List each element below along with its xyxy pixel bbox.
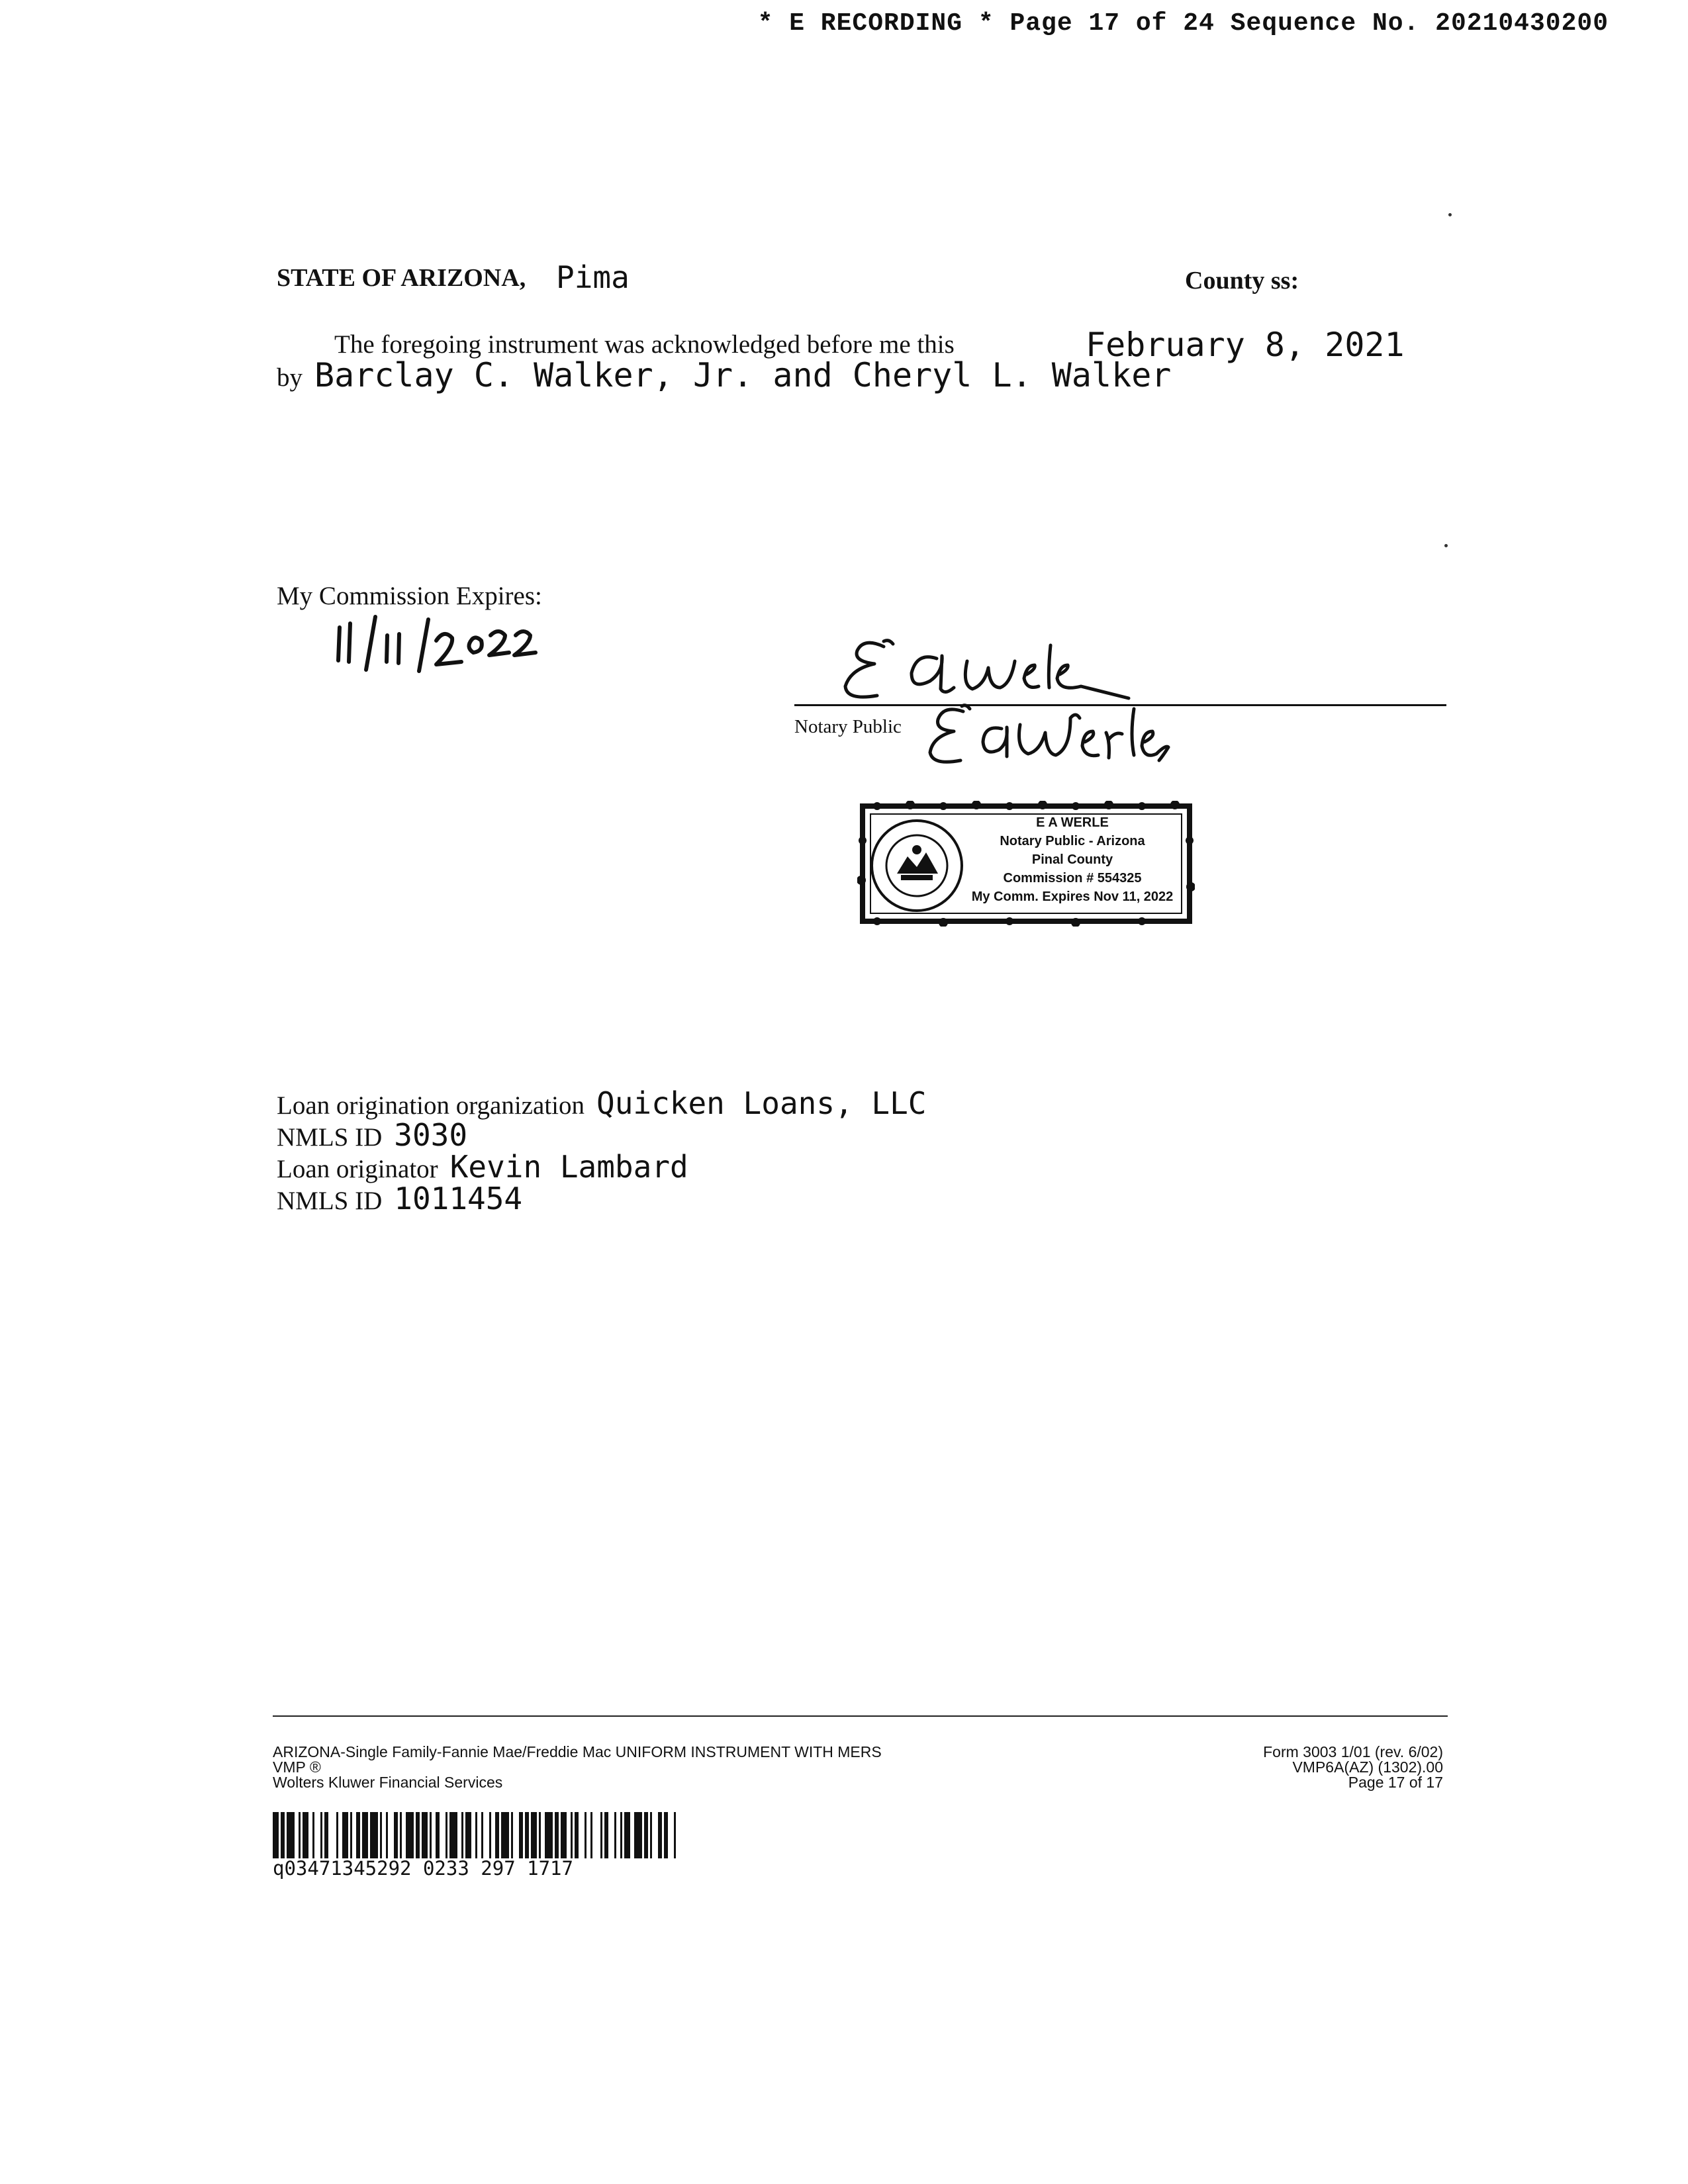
- barcode-bar: [370, 1812, 378, 1858]
- loan-org-nmls-label: NMLS ID: [277, 1123, 383, 1152]
- scan-dot: [1444, 544, 1448, 547]
- barcode-bar: [287, 1812, 295, 1858]
- barcode-bar: [430, 1812, 432, 1858]
- form-vmp: VMP ®: [273, 1758, 321, 1776]
- barcode-bar: [585, 1812, 586, 1858]
- barcode-bar: [445, 1812, 447, 1858]
- form-title: ARIZONA-Single Family-Fannie Mae/Freddie Mac UNIFORM INSTRUMENT WITH MERS: [273, 1743, 882, 1760]
- barcode-bar: [386, 1812, 388, 1858]
- barcode-bar: [539, 1812, 541, 1858]
- acknowledged-names: Barclay C. Walker, Jr. and Cheryl L. Walker: [314, 356, 1172, 394]
- form-number: Form 3003 1/01 (rev. 6/02): [1263, 1743, 1443, 1760]
- barcode-bar: [600, 1812, 602, 1858]
- seal-name: E A WERLE: [1036, 815, 1109, 830]
- barcode-bar: [362, 1812, 368, 1858]
- barcode-bar: [644, 1812, 648, 1858]
- loan-org-nmls-row: [277, 1117, 927, 1153]
- barcode-bar: [620, 1812, 622, 1858]
- barcode-bar: [531, 1812, 537, 1858]
- barcode-bar: [394, 1812, 398, 1858]
- barcode-bar: [658, 1812, 662, 1858]
- barcode-bar: [561, 1812, 567, 1858]
- barcode-bar: [495, 1812, 499, 1858]
- barcode-bar: [590, 1812, 592, 1858]
- recording-header: * E RECORDING * Page 17 of 24 Sequence No. 20210430200: [757, 9, 1609, 38]
- barcode-bar: [336, 1812, 338, 1858]
- seal-expires: My Comm. Expires Nov 11, 2022: [971, 889, 1174, 904]
- barcode-bar: [380, 1812, 382, 1858]
- footer-rule: [273, 1715, 1448, 1717]
- form-publisher: Wolters Kluwer Financial Services: [273, 1774, 503, 1791]
- seal-commission: Commission # 554325: [1003, 871, 1142, 886]
- barcode-bar: [519, 1812, 523, 1858]
- loan-org-nmls-value: 3030: [394, 1117, 468, 1153]
- acknowledgment-statement: The foregoing instrument was acknowledged before me this: [334, 330, 955, 359]
- state-label: STATE OF ARIZONA,: [277, 264, 526, 292]
- barcode-bar: [555, 1812, 559, 1858]
- by-label: by: [277, 363, 303, 392]
- commission-expires-handwritten: [334, 609, 559, 678]
- loan-originator-nmls-label: NMLS ID: [277, 1187, 383, 1215]
- state-seal-emblem: [872, 821, 962, 911]
- barcode-bar: [350, 1812, 352, 1858]
- commission-expires-label: My Commission Expires:: [277, 582, 542, 610]
- barcode-bar: [281, 1812, 285, 1858]
- acknowledgment-date: February 8, 2021: [1086, 326, 1405, 364]
- barcode-bar: [356, 1812, 360, 1858]
- barcode-bar: [422, 1812, 428, 1858]
- barcode-bar: [449, 1812, 457, 1858]
- notary-handwritten-name: [923, 698, 1201, 774]
- barcode-bar: [650, 1812, 652, 1858]
- barcode-bar: [465, 1812, 471, 1858]
- barcode-bar: [664, 1812, 668, 1858]
- loan-originator-value: Kevin Lambard: [449, 1149, 688, 1185]
- barcode-bar: [273, 1812, 279, 1858]
- barcode-bar: [525, 1812, 529, 1858]
- barcode-bar: [342, 1812, 348, 1858]
- barcode-bar: [614, 1812, 616, 1858]
- barcode-bar: [501, 1812, 509, 1858]
- county-label: County ss:: [1185, 267, 1299, 295]
- barcode: [273, 1812, 729, 1862]
- barcode-bar: [545, 1812, 553, 1858]
- barcode-bar: [436, 1812, 440, 1858]
- barcode-bar: [571, 1812, 573, 1858]
- seal-county: Pinal County: [1031, 852, 1113, 867]
- loan-origination-block: [277, 1085, 927, 1216]
- loan-originator-row: [277, 1149, 927, 1185]
- barcode-text: q03471345292 0233 297 1717: [273, 1857, 573, 1880]
- loan-originator-nmls-row: [277, 1181, 927, 1216]
- barcode-bar: [320, 1812, 322, 1858]
- barcode-bar: [604, 1812, 608, 1858]
- loan-originator-nmls-value: 1011454: [394, 1181, 523, 1216]
- barcode-bar: [406, 1812, 414, 1858]
- loan-org-value: Quicken Loans, LLC: [596, 1085, 927, 1121]
- barcode-bar: [624, 1812, 630, 1858]
- loan-originator-label: Loan originator: [277, 1155, 438, 1183]
- barcode-bar: [674, 1812, 676, 1858]
- barcode-bar: [312, 1812, 314, 1858]
- form-code: VMP6A(AZ) (1302).00: [1292, 1758, 1443, 1776]
- barcode-bar: [481, 1812, 483, 1858]
- barcode-bar: [511, 1812, 513, 1858]
- form-page-number: Page 17 of 17: [1348, 1774, 1443, 1791]
- loan-org-label: Loan origination organization: [277, 1091, 585, 1120]
- barcode-bar: [303, 1812, 308, 1858]
- loan-org-row: [277, 1085, 927, 1121]
- notary-seal: [857, 801, 1195, 927]
- county-name: Pima: [556, 259, 630, 295]
- barcode-bar: [575, 1812, 579, 1858]
- barcode-bar: [324, 1812, 328, 1858]
- barcode-bar: [416, 1812, 420, 1858]
- barcode-bar: [299, 1812, 301, 1858]
- notary-public-label: Notary Public: [794, 716, 902, 737]
- seal-title: Notary Public - Arizona: [1000, 834, 1145, 848]
- barcode-bar: [400, 1812, 402, 1858]
- barcode-bar: [634, 1812, 642, 1858]
- barcode-bar: [461, 1812, 463, 1858]
- barcode-bar: [475, 1812, 477, 1858]
- barcode-bar: [489, 1812, 491, 1858]
- scan-dot: [1448, 213, 1452, 216]
